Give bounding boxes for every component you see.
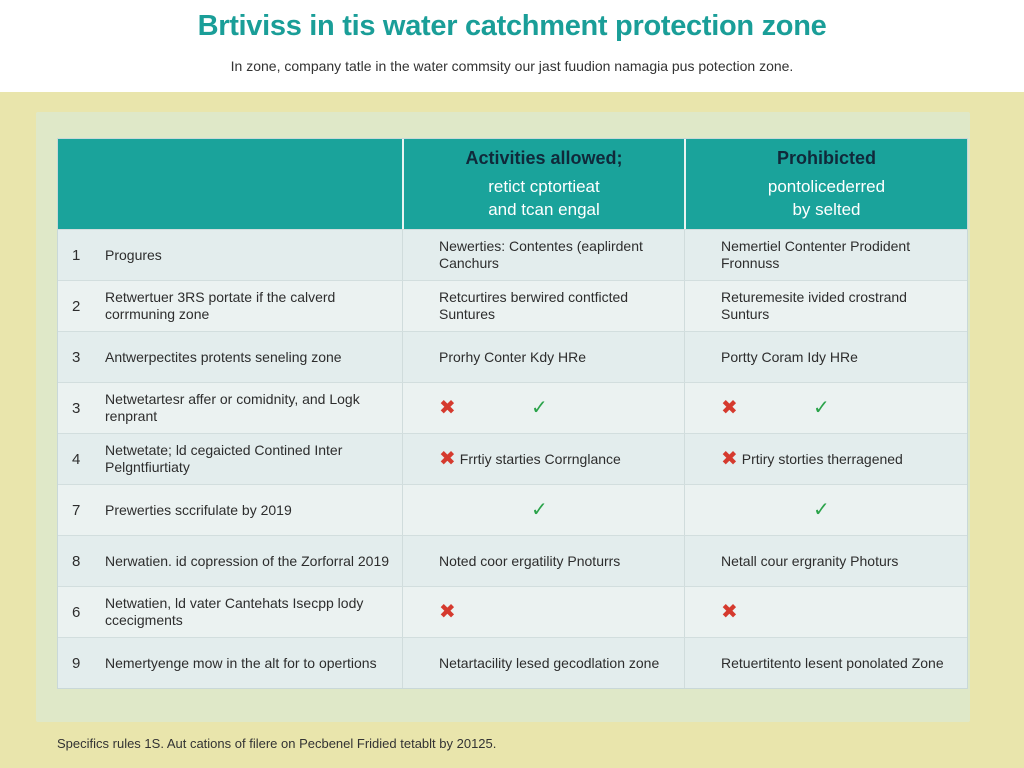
row-item-text: Nerwatien. id copression of the Zorforral 2019 (105, 552, 390, 569)
row-item-cell (58, 383, 402, 433)
row-prohibited-inline (721, 447, 903, 470)
rules-table (57, 138, 968, 689)
check-icon: ✓ (813, 498, 830, 521)
table-row (58, 382, 967, 433)
header-prohibited-line2: by selted (792, 199, 861, 219)
header (0, 0, 1024, 92)
row-allowed-cell (402, 587, 684, 637)
cross-icon: ✖ (721, 447, 738, 470)
header-prohibited-line1: pontolicederred (767, 176, 886, 196)
table-body (58, 229, 967, 688)
table-row (58, 586, 967, 637)
row-allowed-text: Newerties: Contentes (eaplirdent Canchurs (439, 238, 643, 271)
row-allowed-cell (402, 281, 684, 331)
row-allowed-inline (439, 447, 621, 470)
row-item-text: Netwetartesr affer or comidnity, and Logk renprant (105, 391, 360, 424)
header-allowed-title: Activities allowed; (465, 147, 623, 168)
row-item-cell (58, 587, 402, 637)
header-prohibited-title: Prohibicted (776, 147, 876, 168)
table-row (58, 280, 967, 331)
page-subtitle: In zone, company tatle in the water commsity our jast fuudion namagia pus potection zone. (230, 58, 794, 74)
row-allowed-cell (402, 383, 684, 433)
row-number: 4 (72, 450, 81, 468)
row-allowed-cell (402, 485, 684, 535)
row-item-text: Nemertyenge mow in the alt for to opertions (105, 654, 377, 671)
header-col-prohibited (684, 139, 967, 229)
row-allowed-cell (402, 638, 684, 688)
page-title: Brtiviss in tis water catchment protection zone (197, 10, 827, 42)
row-item-cell (58, 638, 402, 688)
row-allowed-cell (402, 230, 684, 280)
table-row (58, 484, 967, 535)
row-allowed-text: Retcurtires berwired contficted Suntures (439, 289, 629, 322)
row-prohibited-cell (684, 434, 967, 484)
table-row (58, 229, 967, 280)
row-allowed-text: Prorhy Conter Kdy HRe (439, 348, 587, 365)
row-number: 1 (72, 246, 81, 264)
row-prohibited-cell (684, 332, 967, 382)
row-item-text: Progures (105, 246, 162, 263)
header-allowed-line2: and tcan engal (488, 199, 600, 219)
row-prohibited-text: Returemesite ivided crostrand Sunturs (721, 289, 907, 322)
row-item-cell (58, 434, 402, 484)
footer-note: Specifics rules 1S. Aut cations of filere on Pecbenel Fridied tetablt by 20125. (57, 736, 497, 751)
row-item-cell (58, 485, 402, 535)
cross-icon: ✖ (721, 396, 738, 419)
table-row (58, 535, 967, 586)
row-item-text: Prewerties sccrifulate by 2019 (105, 501, 292, 518)
cross-icon: ✖ (439, 396, 456, 419)
header-allowed-line1: retict cptortieat (488, 176, 600, 196)
row-prohibited-cell (684, 638, 967, 688)
row-number: 3 (72, 399, 81, 417)
row-allowed-text: Frrtiy starties Corrnglance (459, 450, 621, 467)
table-row (58, 433, 967, 484)
row-item-text: Netwetate; ld cegaicted Contined Inter Pelgntfiurtiaty (105, 442, 343, 475)
row-number: 6 (72, 603, 81, 621)
cross-icon: ✖ (439, 600, 456, 623)
row-number: 9 (72, 654, 81, 672)
row-prohibited-text: Retuertitento lesent ponolated Zone (721, 654, 944, 671)
row-prohibited-cell (684, 230, 967, 280)
row-prohibited-cell (684, 281, 967, 331)
row-allowed-text: Netartacility lesed gecodlation zone (439, 654, 660, 671)
row-prohibited-text: Netall cour ergranity Photurs (721, 552, 899, 569)
check-icon: ✓ (813, 396, 830, 419)
row-allowed-cell (402, 434, 684, 484)
table-row (58, 331, 967, 382)
table-row (58, 637, 967, 688)
check-icon: ✓ (531, 498, 548, 521)
row-item-text: Netwatien, ld vater Cantehats Isecpp lody ccecigments (105, 595, 364, 628)
row-allowed-text: Noted coor ergatility Pnoturrs (439, 552, 621, 569)
row-number: 8 (72, 552, 81, 570)
row-item-cell (58, 230, 402, 280)
row-number: 7 (72, 501, 81, 519)
row-item-text: Antwerpectites protents seneling zone (105, 348, 342, 365)
check-icon: ✓ (531, 396, 548, 419)
header-col-item (58, 139, 402, 229)
row-allowed-cell (402, 332, 684, 382)
row-item-cell (58, 536, 402, 586)
row-item-cell (58, 281, 402, 331)
row-prohibited-cell (684, 383, 967, 433)
table-header (58, 139, 967, 229)
row-prohibited-text: Prtiry storties therragened (741, 450, 903, 467)
row-prohibited-cell (684, 536, 967, 586)
row-number: 3 (72, 348, 81, 366)
row-number: 2 (72, 297, 81, 315)
cross-icon: ✖ (721, 600, 738, 623)
row-item-text: Retwertuer 3RS portate if the calverd corrmuning zone (105, 289, 336, 322)
header-col-allowed (402, 139, 684, 229)
row-prohibited-text: Nemertiel Contenter Prodident Fronnuss (721, 238, 911, 271)
row-prohibited-cell (684, 587, 967, 637)
row-allowed-cell (402, 536, 684, 586)
row-prohibited-text: Portty Coram Idy HRe (721, 348, 858, 365)
row-prohibited-cell (684, 485, 967, 535)
row-item-cell (58, 332, 402, 382)
cross-icon: ✖ (439, 447, 456, 470)
